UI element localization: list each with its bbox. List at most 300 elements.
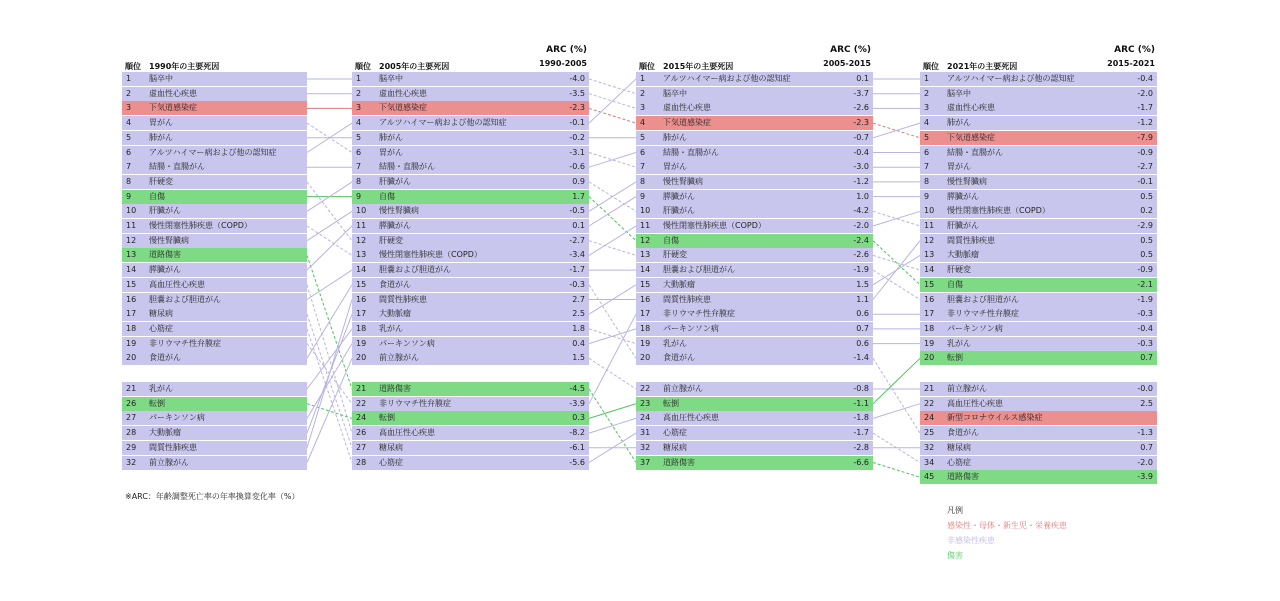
cause-row [636,426,873,440]
cause-row [122,116,307,130]
cause-row [920,146,1157,160]
cause-row [352,322,589,336]
cause-row [636,248,873,262]
arc-value: 0.5 [1140,191,1153,201]
arc-value: -0.2 [569,132,585,142]
rank-link [589,79,636,94]
cause-row [920,293,1157,307]
cause-name: 肝臓がん [379,176,411,186]
arc-value: -3.5 [569,88,585,98]
arc-value: -1.7 [853,428,869,438]
cause-row [352,72,589,86]
rank-label: 7 [924,162,930,172]
rank-label: 6 [126,147,132,157]
cause-row [122,411,307,425]
cause-name: 大動脈瘤 [149,428,181,438]
cause-name: 慢性閉塞性肺疾患（COPD） [379,250,482,260]
arc-value: 2.5 [572,309,585,319]
rank-link [307,329,352,463]
cause-row [352,146,589,160]
rank-label: 10 [356,206,367,216]
rank-label: 20 [640,353,651,363]
cause-name: 前立腺がん [947,384,987,393]
arc-value: 0.6 [856,309,869,319]
rank-label: 10 [640,206,651,216]
rank-label: 17 [924,309,935,319]
cause-name: 肝臓がん [149,206,181,216]
arc-value: -5.6 [569,457,585,467]
cause-row [920,307,1157,321]
arc-footnote: ※ARC：年齢調整死亡率の年率換算変化率（%） [125,492,300,501]
arc-value: -0.0 [1137,384,1153,393]
cause-name: 自傷 [379,191,395,201]
arc-value: 0.7 [1140,353,1153,363]
arc-value: -2.3 [569,103,585,113]
arc-value: -2.4 [853,235,869,245]
arc-value: -0.4 [1137,74,1153,83]
cause-row [352,307,589,321]
rank-label: 17 [640,309,651,319]
cause-name: 大動脈瘤 [947,250,979,260]
arc-value: 1.8 [572,323,585,333]
cause-row [352,441,589,455]
arc-value: -1.8 [853,413,869,423]
cause-row [636,322,873,336]
cause-row [122,278,307,292]
cause-row [352,87,589,101]
cause-row [636,307,873,321]
cause-row [122,322,307,336]
cause-name: 結腸・直腸がん [379,162,435,172]
column-rank-header: 順位 [355,62,371,71]
cause-row [352,278,589,292]
arc-value: 1.5 [856,279,869,289]
arc-header: ARC (%) [546,45,587,55]
rank-label: 16 [126,294,137,304]
rank-label: 32 [126,457,137,467]
column-title: 2005年の主要死因 [379,62,450,71]
arc-value: -1.9 [1137,294,1153,304]
arc-value: -2.9 [1137,221,1153,230]
cause-name: 心筋症 [149,323,173,333]
cause-name: 非リウマチ性弁膜症 [947,309,1019,319]
cause-name: アルツハイマー病および他の認知症 [663,74,791,83]
arc-value: 0.3 [572,413,585,423]
rank-label: 5 [356,132,362,142]
cause-name: 乳がん [149,384,173,393]
cause-row [352,248,589,262]
rank-label: 25 [924,428,935,438]
arc-value: -4.2 [853,206,869,216]
cause-name: 食道がん [149,353,181,363]
cause-row [636,101,873,115]
cause-name: 大動脈瘤 [663,279,695,289]
cause-row [636,87,873,101]
cause-name: 道路傷害 [149,250,181,260]
rank-label: 18 [640,323,651,333]
cause-name: 大動脈瘤 [379,309,411,319]
rank-label: 28 [126,428,137,438]
rank-label: 5 [924,132,930,142]
rank-label: 18 [924,323,935,333]
cause-name: 転倒 [663,398,679,408]
rank-label: 29 [126,442,137,452]
arc-value: -2.3 [853,118,869,128]
rank-label: 16 [924,294,935,304]
cause-row [920,116,1157,130]
cause-row [920,351,1157,365]
cause-row [636,337,873,351]
cause-row [352,426,589,440]
cause-row [920,337,1157,351]
cause-name: 脳卒中 [947,88,971,98]
cause-name: 肝臓がん [663,206,695,216]
cause-name: 転倒 [149,398,165,408]
cause-row [636,72,873,86]
rank-link [589,404,636,419]
rank-label: 10 [924,206,935,216]
cause-name: 道路傷害 [379,384,411,393]
cause-row [920,278,1157,292]
cause-name: 前立腺がん [663,384,703,393]
rank-label: 32 [640,442,651,452]
cause-name: パーキンソン病 [663,323,719,333]
arc-value: -4.5 [569,384,585,393]
cause-row [122,219,307,233]
rank-label: 12 [640,235,651,245]
cause-row [920,456,1157,470]
rank-label: 5 [640,132,646,142]
cause-name: 肺がん [663,132,687,142]
cause-name: 心筋症 [663,428,687,438]
cause-name: アルツハイマー病および他の認知症 [379,118,507,128]
rank-label: 13 [356,250,367,260]
arc-value: -0.3 [1137,338,1153,348]
rank-label: 15 [640,279,651,289]
cause-name: 糖尿病 [663,442,687,452]
rank-link [589,79,636,123]
cause-row [636,175,873,189]
cause-row [636,411,873,425]
arc-value: 2.7 [572,294,585,304]
cause-name: 結腸・直腸がん [149,162,205,172]
column-rank-header: 順位 [125,62,141,71]
rank-label: 31 [640,428,651,438]
cause-row [352,351,589,365]
rank-link [873,358,920,403]
cause-name: 非リウマチ性弁膜症 [149,338,221,348]
cause-name: 高血圧性心疾患 [149,279,205,289]
cause-name: 下気道感染症 [663,118,711,128]
rank-label: 1 [924,74,930,83]
rank-label: 23 [640,398,651,408]
rank-label: 34 [924,457,935,467]
arc-value: -2.6 [853,250,869,260]
cause-row [352,263,589,277]
cause-row [920,234,1157,248]
arc-value: -2.0 [853,221,869,230]
cause-name: 胃がん [663,162,687,172]
rank-label: 11 [924,221,935,230]
cause-name: 脳卒中 [379,74,403,83]
cause-row [352,101,589,115]
rank-label: 8 [640,176,646,186]
rank-link [307,226,352,255]
cause-row [352,411,589,425]
arc-value: 1.0 [856,191,869,201]
cause-name: 胃がん [379,147,403,157]
rank-label: 6 [924,147,930,157]
rank-link [307,226,352,270]
cause-row [636,278,873,292]
arc-value: -0.4 [1137,323,1153,333]
legend-item-injury: 傷害 [947,551,963,560]
cause-name: 食道がん [379,279,411,289]
cause-name: 心筋症 [947,457,971,467]
cause-name: 下気道感染症 [149,103,197,113]
cause-row [122,204,307,218]
cause-row [920,441,1157,455]
cause-name: 間質性肺疾患 [947,235,995,245]
cause-name: 虚血性心疾患 [379,88,427,98]
rank-label: 1 [126,74,132,83]
rank-label: 2 [924,88,930,98]
arc-value: 2.5 [1140,398,1153,408]
arc-value: 0.4 [572,338,585,348]
rank-label: 6 [640,147,646,157]
rank-label: 19 [356,338,367,348]
arc-value: 0.6 [856,338,869,348]
cause-name: 高血圧性心疾患 [947,398,1003,408]
arc-value: -2.6 [853,103,869,113]
cause-row [920,219,1157,233]
rank-label: 14 [126,265,137,275]
rank-label: 6 [356,147,362,157]
rank-label: 4 [924,118,930,128]
cause-row [352,219,589,233]
cause-row [122,146,307,160]
rank-link [589,108,636,123]
cause-row [920,101,1157,115]
arc-value: -0.6 [569,162,585,172]
cause-row [352,160,589,174]
rank-label: 16 [640,294,651,304]
rank-link [307,211,352,240]
cause-row [636,397,873,411]
arc-value: -0.3 [1137,309,1153,319]
cause-row [352,131,589,145]
rank-link [589,418,636,433]
rank-label: 9 [924,191,930,201]
cause-row [122,101,307,115]
cause-row [636,116,873,130]
cause-row [636,190,873,204]
cause-name: 糖尿病 [149,309,173,319]
cause-row [352,337,589,351]
cause-row [122,263,307,277]
rank-link [307,329,352,389]
rank-label: 27 [356,442,367,452]
cause-name: アルツハイマー病および他の認知症 [947,74,1075,83]
arc-value: 0.7 [1140,442,1153,452]
rank-label: 20 [126,353,137,363]
rank-label: 3 [924,103,930,113]
cause-row [122,337,307,351]
rank-label: 17 [356,309,367,319]
rank-label: 24 [924,413,935,423]
cause-row [122,293,307,307]
arc-value: -0.4 [853,147,869,157]
cause-name: 肝臓がん [947,221,979,230]
rank-link [873,270,920,299]
rank-label: 24 [356,413,367,423]
cause-name: 肝硬変 [379,235,403,245]
cause-name: 自傷 [149,191,165,201]
cause-name: パーキンソン病 [379,338,435,348]
cause-row [920,175,1157,189]
cause-name: アルツハイマー病および他の認知症 [149,147,277,157]
cause-row [920,397,1157,411]
legend-item-noncommunicable: 非感染性疾患 [947,536,995,545]
cause-row [920,204,1157,218]
rank-label: 5 [126,132,132,142]
arc-value: -0.8 [853,384,869,393]
arc-value: -0.3 [569,279,585,289]
cause-row [920,87,1157,101]
cause-row [122,160,307,174]
arc-value: -2.1 [1137,279,1153,289]
rank-link [873,404,920,419]
cause-name: 肺がん [947,118,971,128]
arc-value: 0.5 [1140,235,1153,245]
rank-label: 4 [640,118,646,128]
cause-row [636,263,873,277]
arc-value: -3.9 [569,398,585,408]
arc-value: -2.0 [1137,457,1153,467]
cause-name: 間質性肺疾患 [149,442,197,452]
cause-row [122,190,307,204]
cause-name: 膵臓がん [149,265,181,275]
rank-label: 15 [126,279,137,289]
cause-row [122,382,307,396]
cause-row [122,175,307,189]
cause-name: 虚血性心疾患 [663,103,711,113]
arc-value: 1.7 [572,191,585,201]
arc-value: 0.5 [1140,250,1153,260]
rank-label: 22 [640,384,651,393]
cause-row [122,351,307,365]
rank-label: 14 [356,265,367,275]
cause-name: 胃がん [947,162,971,172]
cause-row [920,263,1157,277]
cause-row [920,131,1157,145]
cause-row [636,293,873,307]
cause-row [920,322,1157,336]
arc-value: -1.3 [1137,428,1153,438]
cause-row [636,204,873,218]
cause-name: 肝硬変 [149,176,173,186]
rank-label: 18 [356,323,367,333]
arc-value: -0.1 [569,118,585,128]
rank-label: 2 [126,88,132,98]
rank-label: 15 [924,279,935,289]
rank-label: 14 [924,265,935,275]
arc-value: -3.4 [569,250,585,260]
rank-label: 18 [126,323,137,333]
rank-label: 8 [924,176,930,186]
cause-row [122,397,307,411]
cause-name: 虚血性心疾患 [149,88,197,98]
cause-name: 転倒 [947,353,963,363]
legend-item-infectious: 感染性・母体・新生児・栄養疾患 [947,521,1067,530]
column-rank-header: 順位 [923,62,939,71]
rank-label: 3 [640,103,646,113]
arc-value: -7.9 [1137,132,1153,142]
arc-value: -1.1 [853,398,869,408]
rank-label: 19 [924,338,935,348]
rank-label: 22 [924,398,935,408]
cause-name: パーキンソン病 [947,323,1003,333]
rank-label: 15 [356,279,367,289]
cause-name: 肺がん [149,132,173,142]
rank-label: 20 [356,353,367,363]
rank-label: 21 [126,384,137,393]
cause-row [636,146,873,160]
cause-row [920,160,1157,174]
cause-row [352,382,589,396]
rank-label: 19 [126,338,137,348]
rank-label: 24 [640,413,651,423]
rank-label: 17 [126,309,137,319]
rank-label: 20 [924,353,935,363]
cause-name: 慢性腎臓病 [379,206,419,216]
cause-name: 胆嚢および胆道がん [379,265,451,275]
column-title: 2015年の主要死因 [663,62,734,71]
cause-name: 膵臓がん [379,221,411,230]
arc-value: -2.7 [1137,162,1153,172]
cause-name: 結腸・直腸がん [947,147,1003,157]
cause-name: 心筋症 [379,457,403,467]
rank-link [873,463,920,478]
arc-value: -6.1 [569,442,585,452]
rank-label: 13 [126,250,137,260]
rank-link [307,182,352,241]
cause-name: 道路傷害 [663,457,695,467]
column-title: 2021年の主要死因 [947,62,1018,71]
rank-label: 8 [126,176,132,186]
cause-row [122,234,307,248]
cause-name: 慢性腎臓病 [149,235,189,245]
cause-name: 慢性閉塞性肺疾患（COPD） [149,221,252,230]
cause-name: 肝硬変 [663,250,687,260]
cause-row [636,219,873,233]
cause-name: 非リウマチ性弁膜症 [379,398,451,408]
rank-label: 9 [126,191,132,201]
legend-title: 凡例 [947,506,963,515]
arc-header: ARC (%) [1114,45,1155,55]
rank-link [307,344,352,419]
rank-label: 28 [356,457,367,467]
rank-label: 9 [640,191,646,201]
rank-label: 10 [126,206,137,216]
cause-row [352,116,589,130]
cause-name: 食道がん [663,353,695,363]
rank-label: 8 [356,176,362,186]
cause-name: 乳がん [379,323,403,333]
cause-row [920,248,1157,262]
arc-value: -3.9 [1137,472,1153,482]
arc-value: -2.0 [1137,88,1153,98]
